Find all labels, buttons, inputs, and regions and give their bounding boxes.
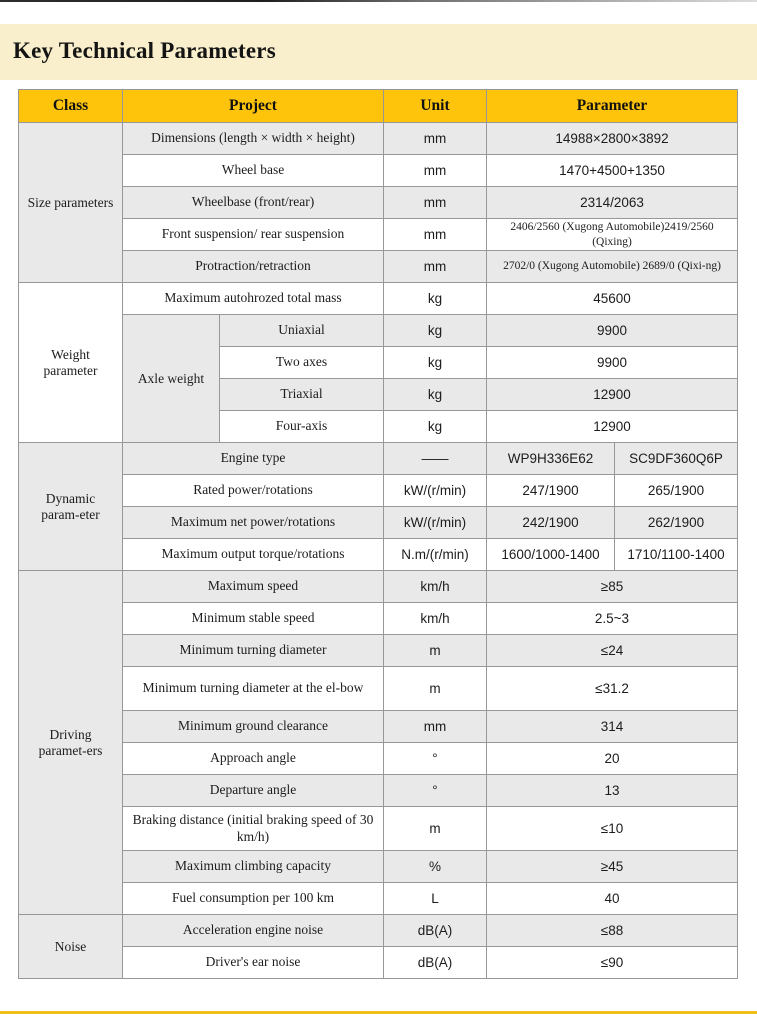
unit-cell: mm	[384, 187, 487, 219]
class-cell: Size parameters	[19, 123, 123, 283]
table-row	[19, 711, 738, 743]
table-row	[19, 251, 738, 283]
project-cell: Protraction/retraction	[123, 251, 384, 283]
project-cell: Maximum output torque/rotations	[123, 539, 384, 571]
project-cell: Dimensions (length × width × height)	[123, 123, 384, 155]
project-cell: Maximum net power/rotations	[123, 507, 384, 539]
unit-cell: mm	[384, 155, 487, 187]
parameter-cell: 9900	[487, 347, 738, 379]
parameter-cell: 2406/2560 (Xugong Automobile)2419/2560 (Qixing)	[487, 219, 738, 251]
project-cell: Triaxial	[220, 379, 384, 411]
table-row	[19, 283, 738, 315]
parameter-cell: 20	[487, 743, 738, 775]
project-cell: Driver's ear noise	[123, 947, 384, 979]
parameter-cell: 12900	[487, 411, 738, 443]
project-cell: Minimum stable speed	[123, 603, 384, 635]
parameter-cell: ≥85	[487, 571, 738, 603]
unit-cell: L	[384, 883, 487, 915]
parameter-cell: 1470+4500+1350	[487, 155, 738, 187]
page-top-edge	[0, 0, 757, 2]
unit-cell: m	[384, 807, 487, 851]
subclass-cell: Axle weight	[123, 315, 220, 443]
project-cell: Wheel base	[123, 155, 384, 187]
parameter-cell-a: WP9H336E62	[487, 443, 615, 475]
parameter-cell-a: 1600/1000-1400	[487, 539, 615, 571]
project-cell: Rated power/rotations	[123, 475, 384, 507]
project-cell: Departure angle	[123, 775, 384, 807]
project-cell: Maximum climbing capacity	[123, 851, 384, 883]
parameter-cell: ≤24	[487, 635, 738, 667]
parameter-cell-b: 265/1900	[615, 475, 738, 507]
unit-cell: mm	[384, 219, 487, 251]
table-row	[19, 571, 738, 603]
parameter-cell-a: 247/1900	[487, 475, 615, 507]
project-cell: Engine type	[123, 443, 384, 475]
parameter-cell: 2314/2063	[487, 187, 738, 219]
unit-cell: km/h	[384, 603, 487, 635]
table-row	[19, 807, 738, 851]
parameter-cell: 45600	[487, 283, 738, 315]
project-cell: Approach angle	[123, 743, 384, 775]
column-header-unit: Unit	[384, 90, 487, 123]
parameter-cell: 40	[487, 883, 738, 915]
parameter-cell-a: 242/1900	[487, 507, 615, 539]
unit-cell: kg	[384, 315, 487, 347]
project-cell: Maximum autohrozed total mass	[123, 283, 384, 315]
table-row	[19, 603, 738, 635]
unit-cell: m	[384, 667, 487, 711]
unit-cell: mm	[384, 123, 487, 155]
project-cell: Wheelbase (front/rear)	[123, 187, 384, 219]
unit-cell: dB(A)	[384, 915, 487, 947]
technical-parameters-table	[18, 89, 738, 979]
class-cell: Noise	[19, 915, 123, 979]
unit-cell: km/h	[384, 571, 487, 603]
parameter-cell: ≤31.2	[487, 667, 738, 711]
unit-cell: kW/(r/min)	[384, 475, 487, 507]
class-cell: Weight parameter	[19, 283, 123, 443]
project-cell: Four-axis	[220, 411, 384, 443]
column-header-parameter: Parameter	[487, 90, 738, 123]
parameter-cell: 2702/0 (Xugong Automobile) 2689/0 (Qixi-ng)	[487, 251, 738, 283]
table-row	[19, 155, 738, 187]
table-row	[19, 443, 738, 475]
table-row	[19, 915, 738, 947]
unit-cell: kg	[384, 283, 487, 315]
page-title: Key Technical Parameters	[13, 38, 276, 63]
unit-cell: kg	[384, 379, 487, 411]
section-title-band	[0, 24, 757, 80]
parameter-cell: ≤88	[487, 915, 738, 947]
project-cell: Minimum turning diameter at the el-bow	[123, 667, 384, 711]
parameter-cell: 314	[487, 711, 738, 743]
table-row	[19, 635, 738, 667]
unit-cell: %	[384, 851, 487, 883]
table-row	[19, 123, 738, 155]
parameter-cell: ≥45	[487, 851, 738, 883]
table-row	[19, 851, 738, 883]
class-cell: Dynamic param-eter	[19, 443, 123, 571]
project-cell: Front suspension/ rear suspension	[123, 219, 384, 251]
unit-cell: m	[384, 635, 487, 667]
table-row	[19, 947, 738, 979]
table-row	[19, 539, 738, 571]
table-row	[19, 743, 738, 775]
parameter-cell: 2.5~3	[487, 603, 738, 635]
bottom-gold-rule	[0, 1011, 757, 1014]
parameter-cell-b: 262/1900	[615, 507, 738, 539]
project-cell: Two axes	[220, 347, 384, 379]
column-header-project: Project	[123, 90, 384, 123]
table-row	[19, 775, 738, 807]
unit-cell: mm	[384, 711, 487, 743]
unit-cell: ——	[384, 443, 487, 475]
parameter-cell: 12900	[487, 379, 738, 411]
parameter-cell-b: SC9DF360Q6P	[615, 443, 738, 475]
table-header-row	[19, 90, 738, 123]
table-row	[19, 883, 738, 915]
parameter-cell: 14988×2800×3892	[487, 123, 738, 155]
unit-cell: mm	[384, 251, 487, 283]
unit-cell: kg	[384, 347, 487, 379]
unit-cell: °	[384, 775, 487, 807]
project-cell: Acceleration engine noise	[123, 915, 384, 947]
parameter-cell: ≤90	[487, 947, 738, 979]
unit-cell: kW/(r/min)	[384, 507, 487, 539]
unit-cell: °	[384, 743, 487, 775]
parameter-cell: 13	[487, 775, 738, 807]
table-row	[19, 315, 738, 347]
parameter-cell-b: 1710/1100-1400	[615, 539, 738, 571]
project-cell: Uniaxial	[220, 315, 384, 347]
table-row	[19, 507, 738, 539]
table-row	[19, 219, 738, 251]
table-row	[19, 475, 738, 507]
project-cell: Minimum ground clearance	[123, 711, 384, 743]
unit-cell: dB(A)	[384, 947, 487, 979]
column-header-class: Class	[19, 90, 123, 123]
table-row	[19, 667, 738, 711]
unit-cell: N.m/(r/min)	[384, 539, 487, 571]
unit-cell: kg	[384, 411, 487, 443]
project-cell: Braking distance (initial braking speed of 30 km/h)	[123, 807, 384, 851]
class-cell: Driving paramet-ers	[19, 571, 123, 915]
project-cell: Fuel consumption per 100 km	[123, 883, 384, 915]
table-row	[19, 187, 738, 219]
parameter-cell: 9900	[487, 315, 738, 347]
project-cell: Maximum speed	[123, 571, 384, 603]
parameter-cell: ≤10	[487, 807, 738, 851]
project-cell: Minimum turning diameter	[123, 635, 384, 667]
